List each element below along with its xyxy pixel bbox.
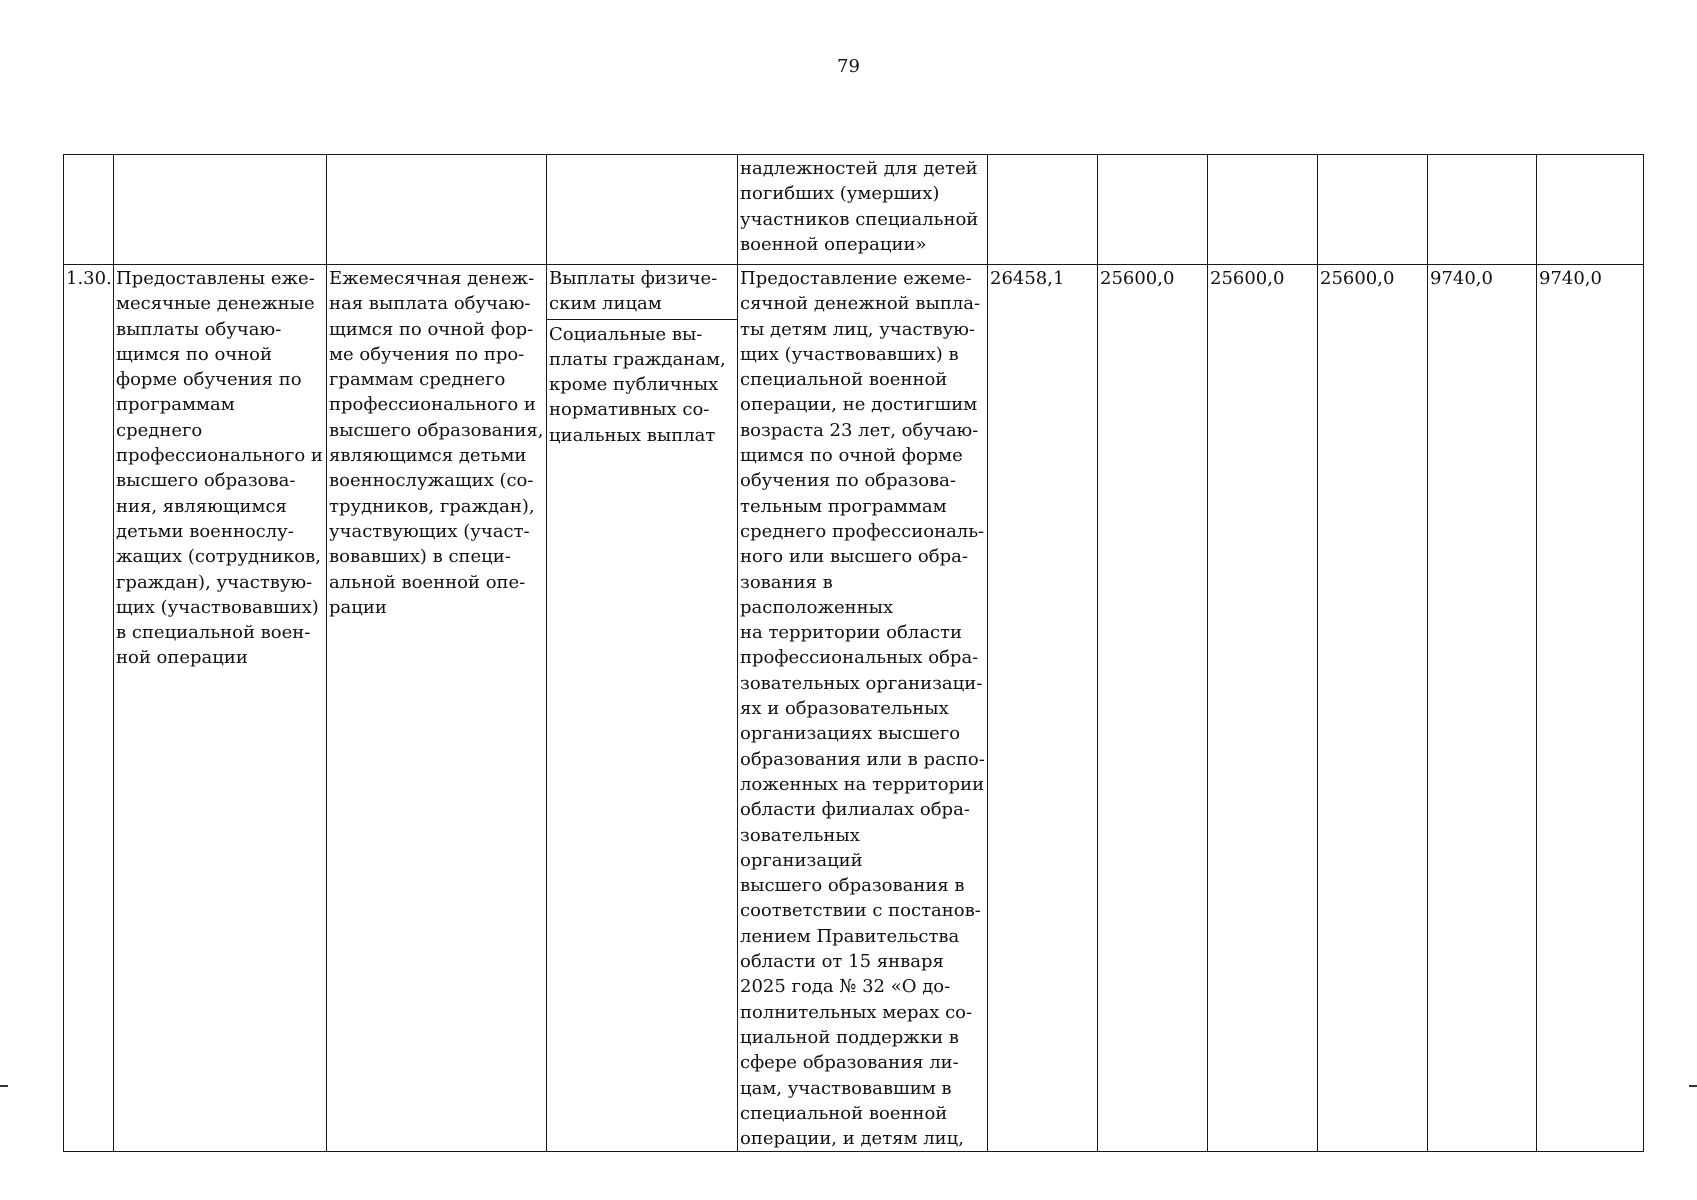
page-number: 79 bbox=[837, 56, 860, 77]
cell-value-3 bbox=[1208, 155, 1318, 265]
cell-value-5: 9740,0 bbox=[1428, 265, 1537, 1152]
cell-value-1: 26458,1 bbox=[988, 265, 1098, 1152]
cell-value-4: 25600,0 bbox=[1318, 265, 1428, 1152]
table-row-continued bbox=[64, 155, 1644, 265]
cell-value-6: 9740,0 bbox=[1537, 265, 1644, 1152]
cell-description-continued: надлежностей для детей погибших (умерших) участников специальной военной операции» bbox=[738, 155, 988, 265]
cell-result bbox=[114, 155, 327, 265]
cell-description: Предоставление ежеме- сячной денежной выпла- ты детям лиц, участвую- щих (участвовавших) в специальной военной операции, не достигшим возраста 23 лет, обучаю- щимся по очной форме обучения по образова- тельным программам среднего профессиональ- ного или высшего обра- зования в расположенных на территории области профессиональных обра- зовательных организаци- ях и образовательных организациях высшего образования или в распо- ложенных на территории области филиалах обра- зовательных организаций высшего образования в соответствии с постанов- лением Правительства области от 15 января 2025 года № 32 «О до- полнительных мерах со- циальной поддержки в сфере образования ли- цам, участвовавшим в специальной военной операции, и детям лиц, bbox=[738, 265, 988, 1152]
cell-payment-type bbox=[547, 155, 738, 265]
cell-number bbox=[64, 155, 114, 265]
budget-table bbox=[63, 154, 1644, 1152]
payment-type-main: Выплаты физиче- ским лицам bbox=[547, 265, 737, 319]
cell-value-4 bbox=[1318, 155, 1428, 265]
cell-value-2: 25600,0 bbox=[1098, 265, 1208, 1152]
payment-type-subtable bbox=[547, 265, 737, 448]
cell-value-6 bbox=[1537, 155, 1644, 265]
cell-value-2 bbox=[1098, 155, 1208, 265]
cell-payment-type bbox=[547, 265, 738, 1152]
cell-event: Ежемесячная денеж- ная выплата обучаю- щимся по очной фор- ме обучения по про- граммам среднего профессионального и высшего образования, являющимся детьми военнослужащих (со- трудников, граждан), участвующих (участ- вовавших) в специ- альной военной опе- рации bbox=[327, 265, 547, 1152]
cell-value-1 bbox=[988, 155, 1098, 265]
cell-number: 1.30. bbox=[64, 265, 114, 1152]
table-row-1-30 bbox=[64, 265, 1644, 1152]
cell-value-5 bbox=[1428, 155, 1537, 265]
right-edge-mark bbox=[1689, 1085, 1697, 1087]
payment-type-sub: Социальные вы- платы гражданам, кроме публичных нормативных со- циальных выплат bbox=[549, 323, 726, 446]
cell-result: Предоставлены еже- месячные денежные выплаты обучаю- щимся по очной форме обучения по программам среднего профессионального и высшего образова- ния, являющимся детьми военнослу- жащих (сотрудников, граждан), участвую- щих (участвовавших) в специальной воен- ной операции bbox=[114, 265, 327, 1152]
cell-value-3: 25600,0 bbox=[1208, 265, 1318, 1152]
left-edge-mark bbox=[0, 1085, 8, 1087]
cell-event bbox=[327, 155, 547, 265]
